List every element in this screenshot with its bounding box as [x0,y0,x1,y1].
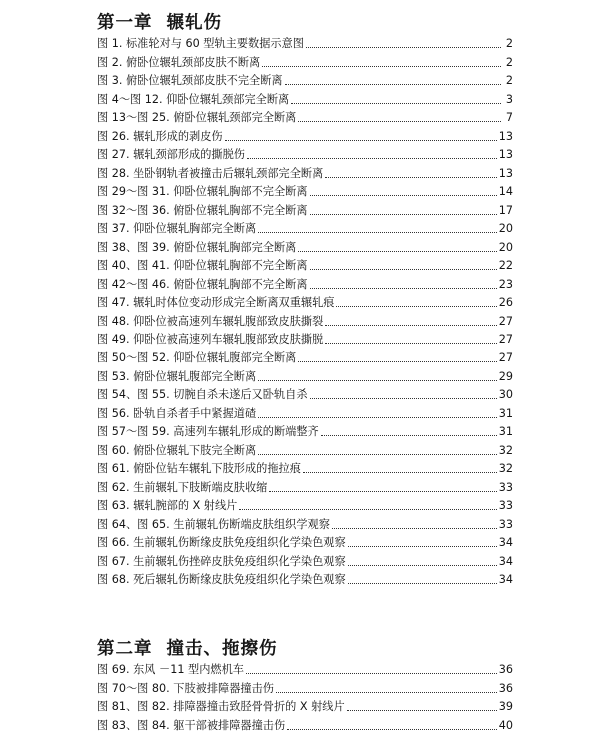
toc-entry-page-number: 2 [505,37,513,51]
toc-entry [97,70,513,88]
toc-entry-page-number: 20 [498,240,513,254]
toc-entry [97,347,513,365]
dot-leader [258,380,497,381]
dot-leader [291,103,501,104]
toc-entry [97,402,513,420]
dot-leader [303,472,497,473]
toc-entry-label: 图 66. 生前辗轧伤断缘皮肤免疫组织化学染色观察 [97,536,346,550]
toc-entry-page-number: 34 [498,554,513,568]
toc-entry-page-number: 20 [498,222,513,236]
toc-entry-label: 图 67. 生前辗轧伤挫碎皮肤免疫组织化学染色观察 [97,554,346,568]
toc-entry-page-number: 40 [498,718,513,732]
toc-entry-label: 图 38、图 39. 俯卧位辗轧胸部完全断离 [97,240,297,254]
dot-leader [298,251,496,252]
toc-entry-label: 图 40、图 41. 仰卧位辗轧胸部不完全断离 [97,259,308,273]
dot-leader [325,343,496,344]
toc-entry [97,677,513,695]
toc-entry-label: 图 29～图 31. 仰卧位辗轧胸部不完全断离 [97,185,308,199]
toc-entry-label: 图 4～图 12. 仰卧位辗轧颈部完全断离 [97,92,290,106]
toc-entry-label: 图 69. 东风 －11 型内燃机车 [97,663,244,677]
chapter-2-number: 第二章 [97,639,153,659]
dot-leader [348,583,497,584]
chapter-2-title: 撞击、拖擦伤 [166,639,278,659]
chapter-1-heading [97,12,222,34]
toc-entry [97,199,513,217]
toc-entry-label: 图 2. 俯卧位辗轧颈部皮肤不断离 [97,55,261,69]
dot-leader [225,140,497,141]
dot-leader [348,546,497,547]
dot-leader [258,232,497,233]
toc-entry [97,236,513,254]
toc-entry [97,181,513,199]
toc-entry [97,218,513,236]
toc-entry-label: 图 64、图 65. 生前辗轧伤断端皮肤组织学观察 [97,517,330,531]
toc-entry-page-number: 30 [498,388,513,402]
dot-leader [239,509,496,510]
toc-entry-label: 图 61. 俯卧位钻车辗轧下肢形成的拖拉痕 [97,462,301,476]
toc-entry [97,329,513,347]
dot-leader [247,158,497,159]
toc-entry [97,255,513,273]
toc-entry-label: 图 68. 死后辗轧伤断缘皮肤免疫组织化学染色观察 [97,573,346,587]
toc-entry-page-number: 22 [498,259,513,273]
toc-entry [97,532,513,550]
dot-leader [310,288,497,289]
toc-entry [97,273,513,291]
dot-leader [310,269,497,270]
toc-entry-label: 图 56. 卧轨自杀者手中紧握道碴 [97,406,257,420]
dot-leader [310,214,497,215]
toc-entry-label: 图 47. 辗轧时体位变动形成完全断离双重辗轧痕 [97,296,335,310]
dot-leader [348,565,497,566]
toc-entry-page-number: 7 [505,111,513,125]
toc-entry-label: 图 27. 辗轧颈部形成的撕脱伤 [97,148,245,162]
toc-entry [97,384,513,402]
dot-leader [298,361,496,362]
toc-entry-page-number: 2 [505,74,513,88]
toc-entry [97,696,513,714]
toc-entry [97,439,513,457]
toc-entry [97,310,513,328]
toc-entry [97,292,513,310]
toc-entry [97,162,513,180]
dot-leader [276,692,497,693]
dot-leader [285,84,501,85]
toc-entry-label: 图 26. 辗轧形成的剥皮伤 [97,129,223,143]
toc-entry [97,88,513,106]
toc-entry [97,659,513,677]
toc-entry-page-number: 2 [505,55,513,69]
toc-entry-page-number: 27 [498,351,513,365]
toc-entry-page-number: 13 [498,129,513,143]
toc-entry-label: 图 50～图 52. 仰卧位辗轧腹部完全断离 [97,351,297,365]
toc-entry-label: 图 3. 俯卧位辗轧颈部皮肤不完全断离 [97,74,283,88]
chapter-1-number: 第一章 [97,13,153,33]
toc-entry-label: 图 63. 辗轧腕部的 X 射线片 [97,499,238,513]
toc-entry-label: 图 28. 坐卧钢轨者被撞击后辗轧颈部完全断离 [97,166,324,180]
toc-entry-page-number: 29 [498,369,513,383]
toc-entry-label: 图 53. 俯卧位辗轧腹部完全断离 [97,369,257,383]
toc-entry-page-number: 36 [498,663,513,677]
dot-leader [310,398,497,399]
dot-leader [336,306,496,307]
toc-entry-page-number: 17 [498,203,513,217]
toc-entry-label: 图 70～图 80. 下肢被排障器撞击伤 [97,681,274,695]
toc-entry-label: 图 1. 标准轮对与 60 型轨主要数据示意图 [97,37,304,51]
toc-entry [97,421,513,439]
dot-leader [325,177,496,178]
dot-leader [262,66,501,67]
dot-leader [298,121,501,122]
toc-entry-label: 图 57～图 59. 高速列车辗轧形成的断端整齐 [97,425,319,439]
toc-entry-page-number: 13 [498,166,513,180]
toc-entry-label: 图 54、图 55. 切腕自杀未遂后又卧轨自杀 [97,388,308,402]
toc-entry-page-number: 26 [498,296,513,310]
toc-entry-label: 图 32～图 36. 俯卧位辗轧胸部不完全断离 [97,203,308,217]
dot-leader [287,729,497,730]
dot-leader [258,454,497,455]
toc-entry-label: 图 81、图 82. 排障器撞击致胫骨骨折的 X 射线片 [97,700,345,714]
toc-entry [97,125,513,143]
toc-entry [97,458,513,476]
toc-entry [97,714,513,732]
chapter-2-heading [97,638,278,660]
toc-entry [97,365,513,383]
toc-entry-label: 图 42～图 46. 俯卧位辗轧胸部不完全断离 [97,277,308,291]
toc-entry-label: 图 60. 俯卧位辗轧下肢完全断离 [97,443,257,457]
dot-leader [306,47,501,48]
toc-entry-page-number: 32 [498,443,513,457]
toc-entry-page-number: 31 [498,425,513,439]
toc-entry-label: 图 49. 仰卧位被高速列车辗轧腹部致皮肤撕脱 [97,332,324,346]
dot-leader [258,417,497,418]
toc-entry-page-number: 27 [498,314,513,328]
toc-entry-page-number: 31 [498,406,513,420]
dot-leader [347,710,497,711]
toc-entry-page-number: 27 [498,332,513,346]
toc-entry [97,550,513,568]
toc-entry-page-number: 23 [498,277,513,291]
dot-leader [332,528,497,529]
toc-entry-label: 图 83、图 84. 躯干部被排障器撞击伤 [97,718,286,732]
chapter-1-title: 辗轧伤 [166,13,222,33]
toc-entry [97,51,513,69]
dot-leader [246,673,497,674]
toc-entry-page-number: 39 [498,700,513,714]
chapter-1-toc-list [97,33,513,587]
toc-entry-page-number: 34 [498,536,513,550]
toc-entry-page-number: 3 [505,92,513,106]
dot-leader [325,325,496,326]
toc-entry-label: 图 37. 仰卧位辗轧胸部完全断离 [97,222,257,236]
toc-entry [97,476,513,494]
toc-entry [97,33,513,51]
dot-leader [269,491,496,492]
toc-entry-page-number: 32 [498,462,513,476]
toc-entry-page-number: 33 [498,480,513,494]
toc-entry-page-number: 13 [498,148,513,162]
toc-entry-page-number: 33 [498,499,513,513]
toc-entry-page-number: 14 [498,185,513,199]
toc-entry-page-number: 34 [498,573,513,587]
toc-entry [97,144,513,162]
toc-entry [97,513,513,531]
toc-entry-label: 图 48. 仰卧位被高速列车辗轧腹部致皮肤撕裂 [97,314,324,328]
dot-leader [310,195,497,196]
dot-leader [321,435,497,436]
toc-entry-page-number: 33 [498,517,513,531]
toc-entry-label: 图 13～图 25. 俯卧位辗轧颈部完全断离 [97,111,297,125]
toc-entry [97,107,513,125]
toc-entry-page-number: 36 [498,681,513,695]
toc-entry [97,569,513,587]
chapter-2-toc-list [97,659,513,733]
toc-entry-label: 图 62. 生前辗轧下肢断端皮肤收缩 [97,480,268,494]
toc-entry [97,495,513,513]
